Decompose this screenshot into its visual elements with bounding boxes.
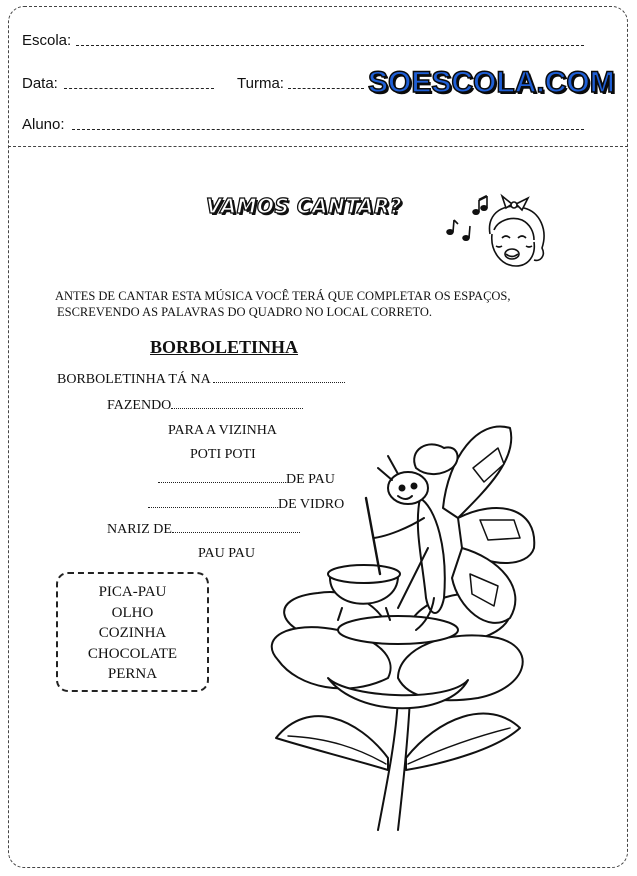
singing-girl-illustration: [436, 190, 556, 280]
blank-1[interactable]: [213, 372, 345, 383]
school-field[interactable]: [76, 45, 584, 46]
student-label: Aluno:: [22, 116, 65, 133]
word-bank-item: PERNA: [107, 666, 158, 682]
word-bank-item: PICA-PAU: [98, 584, 167, 600]
activity-title: VAMOS CANTAR?: [206, 194, 402, 218]
song-title: BORBOLETINHA: [150, 337, 299, 357]
instruction-line-1: ANTES DE CANTAR ESTA MÚSICA VOCÊ TERÁ QUE COMPLETAR OS ESPAÇOS,: [55, 289, 511, 303]
lyric-line-8: [198, 546, 255, 562]
lyric-text-5: DE PAU: [286, 472, 335, 487]
lyric-text-6: DE VIDRO: [278, 497, 345, 512]
word-bank-item: COZINHA: [98, 625, 167, 641]
lyric-text-3: PARA A VIZINHA: [168, 423, 277, 438]
butterfly-on-flower-illustration: [248, 398, 548, 838]
lyric-text-7: NARIZ DE: [107, 522, 172, 537]
class-field[interactable]: [288, 88, 364, 89]
header-divider: [8, 146, 628, 147]
lyric-line-1: [57, 372, 345, 388]
class-label: Turma:: [237, 75, 284, 92]
lyric-text-8: PAU PAU: [198, 546, 255, 561]
school-label: Escola:: [22, 32, 72, 49]
date-field[interactable]: [64, 88, 214, 89]
word-bank-item: CHOCOLATE: [87, 645, 178, 662]
lyric-text-1: BORBOLETINHA TÁ NA: [57, 372, 210, 387]
date-label: Data:: [22, 75, 58, 92]
lyric-text-4: POTI POTI: [190, 447, 256, 462]
lyric-text-2: FAZENDO: [107, 398, 172, 413]
instruction-line-2: ESCREVENDO AS PALAVRAS DO QUADRO NO LOCAL CORRETO.: [57, 305, 433, 319]
word-bank: [56, 572, 209, 692]
student-field[interactable]: [72, 129, 584, 130]
word-bank-item: OLHO: [111, 604, 154, 621]
lyric-line-4: [190, 447, 256, 463]
site-logo: SOESCOLA.COM: [368, 66, 615, 99]
